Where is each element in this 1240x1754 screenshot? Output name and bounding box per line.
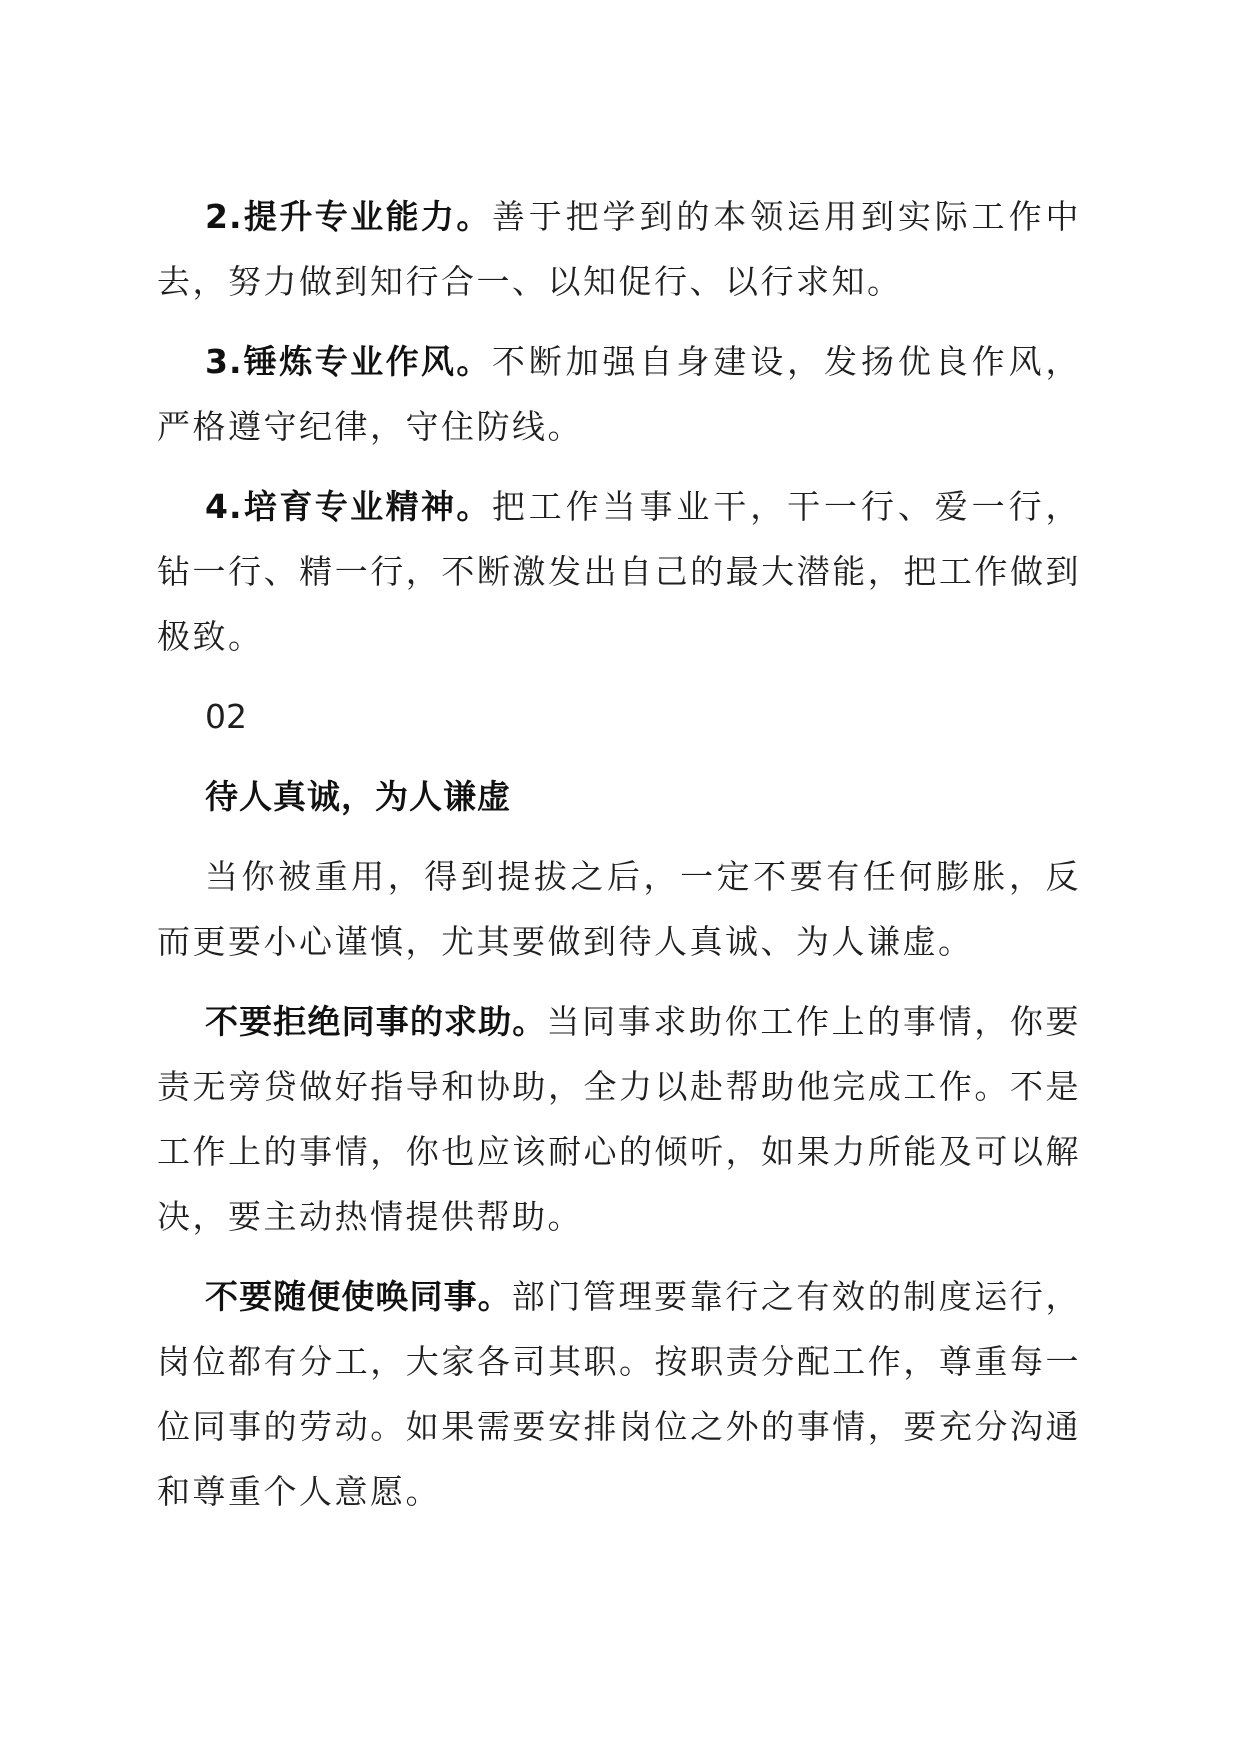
paragraph-text: 部门管理要靠行之有效的制度运行，岗位都有分工，大家各司其职。按职责分配工作，尊重每一位同事的劳动。如果需要安排岗位之外的事情，要充分沟通和尊重个人意愿。: [157, 1277, 1082, 1511]
paragraph-lead: 不要随便使唤同事。: [205, 1277, 512, 1316]
paragraph-lead: 2.提升专业能力。: [205, 197, 492, 236]
paragraph-intro: 当你被重用，得到提拔之后，一定不要有任何膨胀，反而更要小心谨慎，尤其要做到待人真诚、为人谦虚。: [157, 857, 1081, 961]
document-body: [157, 184, 1081, 1539]
paragraph-respect-colleagues: [157, 1264, 1081, 1524]
paragraph-text: 当同事求助你工作上的事情，你要责无旁贷做好指导和协助，全力以赴帮助他完成工作。不是工作上的事情，你也应该耐心的倾听，如果力所能及可以解决，要主动热情提供帮助。: [157, 1002, 1082, 1236]
paragraph-professional-ability: [157, 184, 1081, 314]
paragraph-professional-spirit: [157, 474, 1081, 669]
paragraph-help-colleagues: [157, 989, 1081, 1249]
paragraph-text: 善于把学到的本领运用到实际工作中去，努力做到知行合一、以知促行、以行求知。: [157, 197, 1082, 301]
paragraph-lead: 不要拒绝同事的求助。: [205, 1002, 547, 1041]
paragraph-professional-style: [157, 329, 1081, 459]
paragraph-lead: 4.培育专业精神。: [205, 487, 492, 526]
paragraph-text: 不断加强自身建设，发扬优良作风，严格遵守纪律，守住防线。: [157, 342, 1082, 446]
paragraph-lead: 3.锤炼专业作风。: [205, 342, 492, 381]
section-title: 待人真诚，为人谦虚: [205, 777, 511, 816]
paragraph-text: 把工作当事业干，干一行、爱一行，钻一行、精一行，不断激发出自己的最大潜能，把工作做到极致。: [157, 487, 1082, 656]
section-number: 02: [205, 697, 247, 736]
